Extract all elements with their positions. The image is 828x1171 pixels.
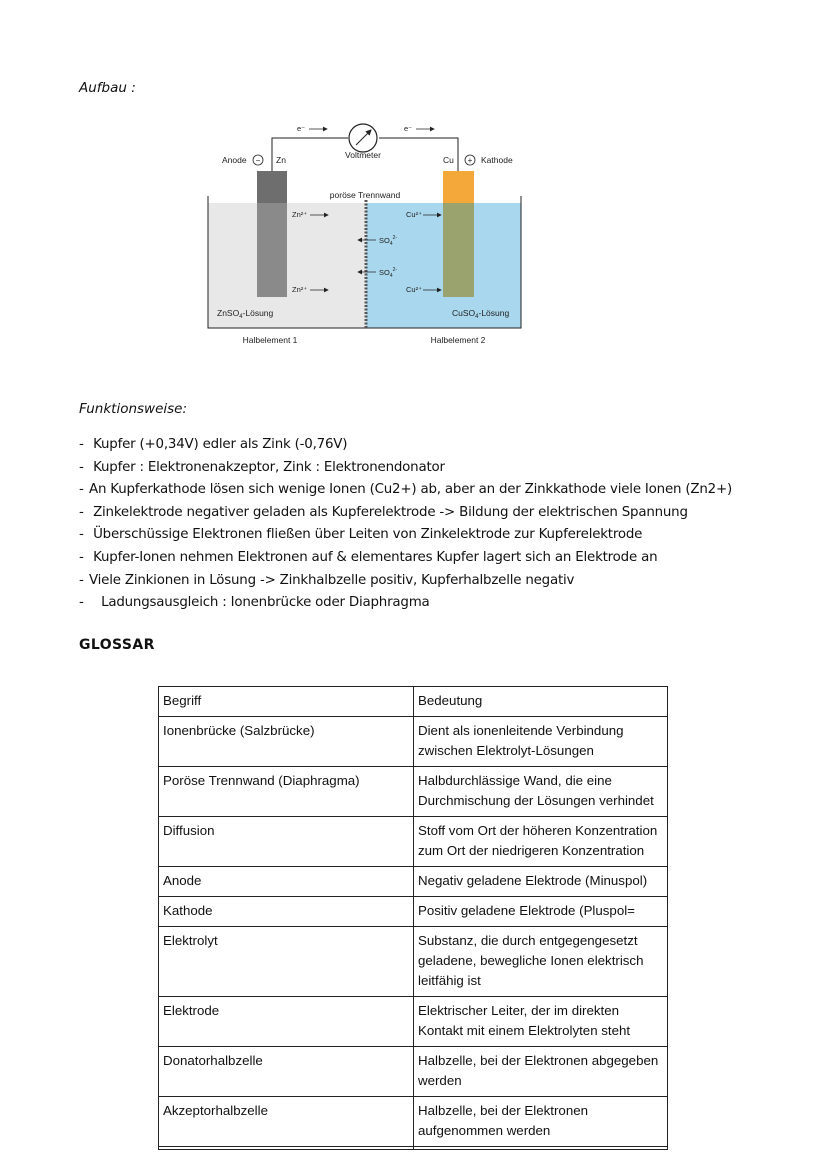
heading-funktionsweise: Funktionsweise: bbox=[79, 401, 188, 417]
term-cell: Akzeptorhalbzelle bbox=[159, 1097, 414, 1147]
table-row-empty bbox=[159, 1147, 668, 1150]
heading-glossar: GLOSSAR bbox=[79, 637, 155, 653]
solution-left-label: ZnSO$_4$-Lösung bbox=[217, 308, 274, 320]
header-cell-begriff: Begriff bbox=[159, 687, 414, 717]
table-row bbox=[159, 997, 668, 1047]
table-row bbox=[159, 767, 668, 817]
definition-cell: Halbdurchlässige Wand, die eine Durchmischung der Lösungen verhindet bbox=[414, 767, 668, 817]
table-header-row bbox=[159, 687, 668, 717]
glossary-table bbox=[158, 686, 668, 1150]
definition-cell: Halbzelle, bei der Elektronen aufgenommen werden bbox=[414, 1097, 668, 1147]
list-item: - Überschüssige Elektronen fließen über Leiten von Zinkelektrode zur Kupferelektrode bbox=[79, 527, 643, 543]
definition-cell: Negativ geladene Elektrode (Minuspol) bbox=[414, 867, 668, 897]
list-item: - Ladungsausgleich : Ionenbrücke oder Diaphragma bbox=[79, 595, 430, 611]
half-cell-1-label: Halbelement 1 bbox=[242, 335, 298, 345]
list-item: - Viele Zinkionen in Lösung -> Zinkhalbzelle positiv, Kupferhalbzelle negativ bbox=[79, 572, 575, 588]
zn-label: Zn bbox=[276, 155, 286, 165]
table-row bbox=[159, 867, 668, 897]
definition-cell: Dient als ionenleitende Verbindung zwischen Elektrolyt-Lösungen bbox=[414, 717, 668, 767]
cu-label: Cu bbox=[443, 155, 454, 165]
definition-cell: Elektrischer Leiter, der im direkten Kontakt mit einem Elektrolyten steht bbox=[414, 997, 668, 1047]
table-row bbox=[159, 817, 668, 867]
term-cell: Anode bbox=[159, 867, 414, 897]
list-item: - Kupfer : Elektronenakzeptor, Zink : Elektronendonator bbox=[79, 459, 445, 475]
term-cell: Poröse Trennwand (Diaphragma) bbox=[159, 767, 414, 817]
header-cell-bedeutung: Bedeutung bbox=[414, 687, 668, 717]
zn-ion-bottom: Zn²⁺ bbox=[292, 285, 308, 294]
zn-ion-top: Zn²⁺ bbox=[292, 210, 308, 219]
function-list bbox=[79, 434, 732, 615]
definition-cell: Halbzelle, bei der Elektronen abgegeben werden bbox=[414, 1047, 668, 1097]
copper-electrode-top bbox=[443, 171, 474, 203]
electron-label-right: e⁻ bbox=[404, 124, 413, 133]
cu-ion-bottom: Cu²⁺ bbox=[406, 285, 423, 294]
list-item: - Kupfer-Ionen nehmen Elektronen auf & elementares Kupfer lagert sich an Elektrode an bbox=[79, 549, 658, 565]
galvanic-cell-diagram bbox=[200, 118, 530, 350]
list-item: - Zinkelektrode negativer geladen als Kupferelektrode -> Bildung der elektrischen Spannung bbox=[79, 504, 688, 520]
half-cell-2-label: Halbelement 2 bbox=[430, 335, 486, 345]
definition-cell: Stoff vom Ort der höheren Konzentration zum Ort der niedrigeren Konzentration bbox=[414, 817, 668, 867]
definition-cell: Substanz, die durch entgegengesetzt geladene, bewegliche Ionen elektrisch leitfähig ist bbox=[414, 927, 668, 997]
list-item: - Kupfer (+0,34V) edler als Zink (-0,76V) bbox=[79, 437, 348, 452]
electron-label-left: e⁻ bbox=[297, 124, 306, 133]
definition-cell: Positiv geladene Elektrode (Pluspol= bbox=[414, 897, 668, 927]
table-row bbox=[159, 1097, 668, 1147]
anode-label: Anode bbox=[222, 155, 247, 165]
voltmeter-label: Voltmeter bbox=[345, 150, 381, 160]
term-cell: Kathode bbox=[159, 897, 414, 927]
list-item: - An Kupferkathode lösen sich wenige Ionen (Cu2+) ab, aber an der Zinkkathode viele Ionen (Zn2+) bbox=[79, 482, 732, 498]
term-cell: Elektrode bbox=[159, 997, 414, 1047]
svg-text:+: + bbox=[467, 156, 473, 165]
table-row bbox=[159, 897, 668, 927]
zinc-electrode-top bbox=[257, 171, 287, 203]
solution-right-label: CuSO$_4$-Lösung bbox=[452, 308, 510, 320]
trennwand-label: poröse Trennwand bbox=[329, 190, 401, 200]
table-row bbox=[159, 1047, 668, 1097]
term-cell: Donatorhalbzelle bbox=[159, 1047, 414, 1097]
table-row bbox=[159, 927, 668, 997]
sulfate-ion-2: $SO_4^{2-}$ bbox=[379, 267, 398, 279]
kathode-label: Kathode bbox=[481, 155, 513, 165]
table-row bbox=[159, 717, 668, 767]
heading-aufbau: Aufbau : bbox=[79, 80, 136, 96]
term-cell: Elektrolyt bbox=[159, 927, 414, 997]
sulfate-ion-1: $SO_4^{2-}$ bbox=[379, 235, 398, 247]
cu-ion-top: Cu²⁺ bbox=[406, 210, 423, 219]
term-cell: Ionenbrücke (Salzbrücke) bbox=[159, 717, 414, 767]
term-cell: Diffusion bbox=[159, 817, 414, 867]
svg-text:−: − bbox=[255, 156, 261, 165]
